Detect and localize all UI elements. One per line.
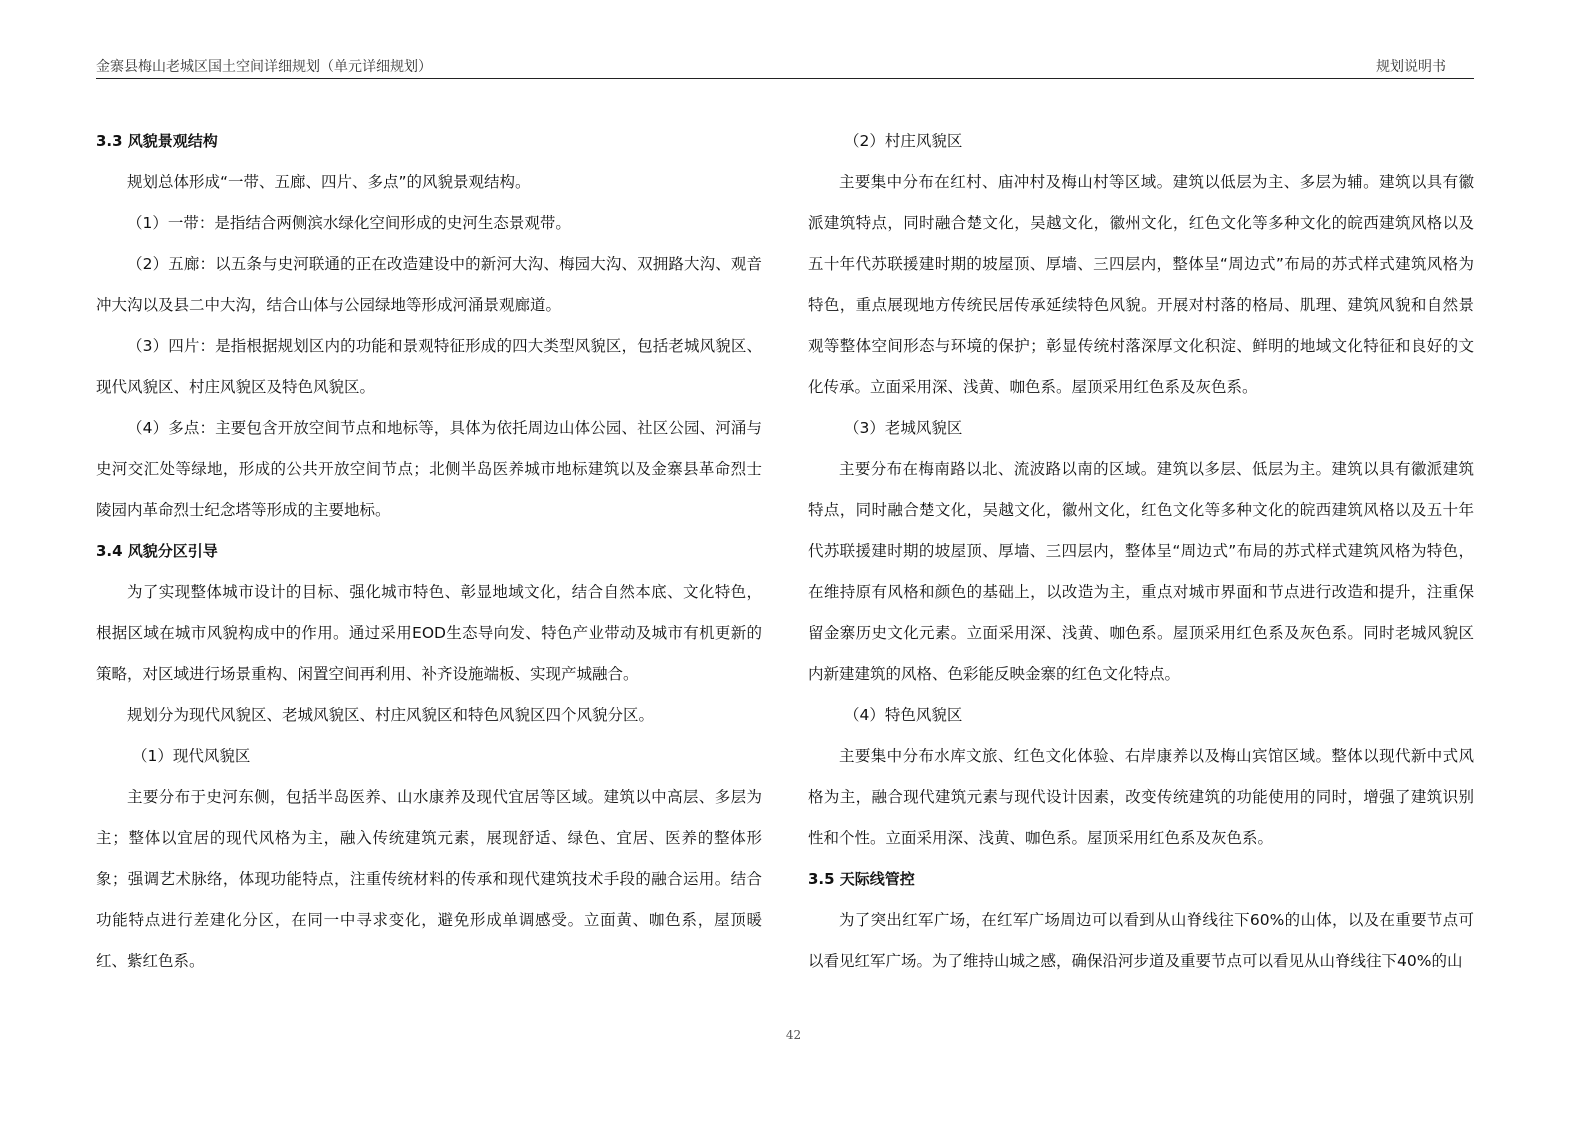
paragraph: 为了突出红军广场，在红军广场周边可以看到从山脊线往下60%的山体，以及在重要节点可以看见红军广场。为了维持山城之感，确保沿河步道及重要节点可以看见从山脊线往下40%的山 bbox=[808, 911, 1474, 970]
paragraph: （1）一带：是指结合两侧滨水绿化空间形成的史河生态景观带。 bbox=[127, 214, 571, 232]
paragraph: 主要集中分布水库文旅、红色文化体验、右岸康养以及梅山宾馆区域。整体以现代新中式风格为主，融合现代建筑元素与现代设计因素，改变传统建筑的功能使用的同时，增强了建筑识别性和个性。立面采用深、浅黄、咖色系。屋顶采用红色系及灰色系。 bbox=[808, 747, 1474, 847]
subsection-heading: （1）现代风貌区 bbox=[132, 747, 251, 765]
document-title: 金寨县梅山老城区国土空间详细规划（单元详细规划） bbox=[96, 59, 432, 75]
paragraph: （3）四片：是指根据规划区内的功能和景观特征形成的四大类型风貌区，包括老城风貌区、现代风貌区、村庄风貌区及特色风貌区。 bbox=[96, 337, 762, 396]
page-header bbox=[96, 56, 1474, 79]
right-column bbox=[808, 121, 1474, 982]
left-column bbox=[96, 121, 762, 982]
subsection-heading: （2）村庄风貌区 bbox=[844, 132, 963, 150]
paragraph: 主要分布在梅南路以北、流波路以南的区域。建筑以多层、低层为主。建筑以具有徽派建筑特点，同时融合楚文化，吴越文化，徽州文化，红色文化等多种文化的皖西建筑风格以及五十年代苏联援建时期的坡屋顶、厚墙、三四层内，整体呈“周边式”布局的苏式样式建筑风格为特色，在维持原有风格和颜色的基础上，以改造为主，重点对城市界面和节点进行改造和提升，注重保留金寨历史文化元素。立面采用深、浅黄、咖色系。屋顶采用红色系及灰色系。同时老城风貌区内新建建筑的风格、色彩能反映金寨的红色文化特点。 bbox=[808, 460, 1474, 683]
subsection-heading: （3）老城风貌区 bbox=[844, 419, 963, 437]
section-heading: 3.4 风貌分区引导 bbox=[96, 542, 218, 560]
section-heading: 3.3 风貌景观结构 bbox=[96, 132, 218, 150]
paragraph: 规划分为现代风貌区、老城风貌区、村庄风貌区和特色风貌区四个风貌分区。 bbox=[127, 706, 655, 724]
paragraph: 主要分布于史河东侧，包括半岛医养、山水康养及现代宜居等区域。建筑以中高层、多层为主；整体以宜居的现代风格为主，融入传统建筑元素，展现舒适、绿色、宜居、医养的整体形象；强调艺术脉络，体现功能特点，注重传统材料的传承和现代建筑技术手段的融合运用。结合功能特点进行差建化分区，在同一中寻求变化，避免形成单调感受。立面黄、咖色系，屋顶暖红、紫红色系。 bbox=[96, 788, 762, 970]
page-number: 42 bbox=[785, 1028, 802, 1042]
document-type: 规划说明书 bbox=[1376, 59, 1446, 75]
paragraph: （4）多点：主要包含开放空间节点和地标等，具体为依托周边山体公园、社区公园、河涌与史河交汇处等绿地，形成的公共开放空间节点；北侧半岛医养城市地标建筑以及金寨县革命烈士陵园内革命烈士纪念塔等形成的主要地标。 bbox=[96, 419, 762, 519]
section-heading: 3.5 天际线管控 bbox=[808, 870, 915, 888]
paragraph: 主要集中分布在红村、庙冲村及梅山村等区域。建筑以低层为主、多层为辅。建筑以具有徽派建筑特点，同时融合楚文化，吴越文化，徽州文化，红色文化等多种文化的皖西建筑风格以及五十年代苏联援建时期的坡屋顶、厚墙、三四层内，整体呈“周边式”布局的苏式样式建筑风格为特色，重点展现地方传统民居传承延续特色风貌。开展对村落的格局、肌理、建筑风貌和自然景观等整体空间形态与环境的保护；彰显传统村落深厚文化积淀、鲜明的地域文化特征和良好的文化传承。立面采用深、浅黄、咖色系。屋顶采用红色系及灰色系。 bbox=[808, 173, 1474, 396]
paragraph: （2）五廊：以五条与史河联通的正在改造建设中的新河大沟、梅园大沟、双拥路大沟、观音冲大沟以及县二中大沟，结合山体与公园绿地等形成河涌景观廊道。 bbox=[96, 255, 762, 314]
paragraph: 规划总体形成“一带、五廊、四片、多点”的风貌景观结构。 bbox=[127, 173, 531, 191]
paragraph: 为了实现整体城市设计的目标、强化城市特色、彰显地域文化，结合自然本底、文化特色，根据区域在城市风貌构成中的作用。通过采用EOD生态导向发、特色产业带动及城市有机更新的策略，对区域进行场景重构、闲置空间再利用、补齐设施端板、实现产城融合。 bbox=[96, 583, 762, 683]
subsection-heading: （4）特色风貌区 bbox=[844, 706, 963, 724]
